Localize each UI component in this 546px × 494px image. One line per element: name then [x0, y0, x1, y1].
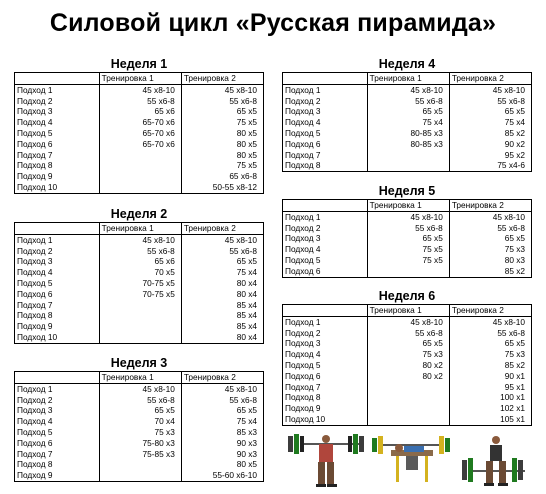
header-row-label	[283, 200, 368, 212]
table-row	[15, 470, 264, 481]
set-label: Подход 4	[283, 349, 368, 360]
table-header-row	[15, 223, 264, 235]
training-1-value	[99, 470, 181, 481]
set-label: Подход 8	[15, 459, 100, 470]
training-1-value: 45 x8-10	[99, 383, 181, 394]
header-training-2: Тренировка 2	[449, 200, 531, 212]
training-1-value	[99, 459, 181, 470]
training-2-value: 90 x1	[504, 370, 525, 381]
set-label: Подход 10	[15, 182, 100, 193]
training-1-value: 55 x6-8	[367, 328, 449, 339]
training-1-value: 65-70 x6	[99, 128, 181, 139]
table-row	[283, 233, 532, 244]
set-label: Подход 5	[15, 278, 100, 289]
training-1-value: 80 x2	[367, 360, 449, 371]
table-row	[15, 383, 264, 394]
week-1-block	[14, 57, 264, 194]
week-title: Неделя 2	[110, 207, 168, 221]
table-row	[283, 244, 532, 255]
week-table	[14, 371, 264, 482]
table-row	[15, 416, 264, 427]
header-training-1: Тренировка 1	[367, 73, 449, 85]
week-title: Неделя 3	[110, 356, 168, 370]
table-row	[283, 117, 532, 128]
training-2-value: 85 x2	[504, 359, 525, 370]
training-1-value: 65-70 x6	[99, 117, 181, 128]
set-label: Подход 4	[15, 117, 100, 128]
training-2-value: 105 x1	[500, 413, 525, 424]
training-1-value: 45 x8-10	[99, 234, 181, 245]
week-table	[14, 222, 264, 344]
table-row	[15, 256, 264, 267]
set-label: Подход 1	[15, 84, 100, 95]
set-label: Подход 6	[283, 139, 368, 150]
table-row	[15, 182, 264, 193]
training-2-value: 55 x6-8	[229, 95, 257, 106]
set-label: Подход 3	[15, 405, 100, 416]
training-2-value: 80 x4	[236, 288, 257, 299]
week-2-block	[14, 207, 264, 344]
set-label: Подход 2	[283, 96, 368, 107]
training-2-value: 75 x4	[504, 117, 525, 128]
athlete-deadlift-icon	[462, 436, 525, 486]
table-row	[283, 266, 532, 277]
training-1-value: 55 x6-8	[99, 246, 181, 257]
training-1-value: 70 x5	[99, 267, 181, 278]
training-1-value: 65 x5	[367, 233, 449, 244]
header-training-1: Тренировка 1	[99, 73, 181, 85]
training-2-value: 75 x3	[504, 349, 525, 360]
week-3-block	[14, 356, 264, 482]
table-header-row	[15, 372, 264, 384]
set-label: Подход 9	[15, 321, 100, 332]
week-title: Неделя 5	[378, 184, 436, 198]
set-label: Подход 10	[283, 414, 368, 425]
table-row	[283, 328, 532, 339]
table-row	[283, 382, 532, 393]
training-1-value	[367, 414, 449, 425]
table-row	[15, 171, 264, 182]
training-1-value	[99, 182, 181, 193]
training-2-value: 55 x6-8	[497, 95, 525, 106]
athlete-squat-icon	[288, 434, 364, 487]
set-label: Подход 7	[15, 150, 100, 161]
table-header-row	[15, 73, 264, 85]
training-2-value: 75 x4	[236, 267, 257, 278]
training-2-value: 65 x5	[504, 233, 525, 244]
training-2-value: 85 x4	[236, 310, 257, 321]
table-row	[15, 405, 264, 416]
training-1-value: 70-75 x5	[99, 278, 181, 289]
set-label: Подход 1	[15, 383, 100, 394]
set-label: Подход 3	[283, 233, 368, 244]
header-row-label	[283, 305, 368, 317]
table-row	[15, 150, 264, 161]
week-6-block	[282, 289, 532, 426]
training-1-value: 65-70 x6	[99, 139, 181, 150]
training-1-value	[99, 160, 181, 171]
table-row	[283, 106, 532, 117]
training-2-value: 80 x4	[236, 331, 257, 342]
set-label: Подход 7	[15, 449, 100, 460]
training-2-value: 45 x8-10	[492, 84, 525, 95]
training-2-value: 85 x3	[236, 426, 257, 437]
training-2-value: 45 x8-10	[224, 84, 257, 95]
table-row	[15, 449, 264, 460]
week-table	[282, 199, 532, 278]
training-1-value: 75 x3	[99, 427, 181, 438]
set-label: Подход 7	[283, 382, 368, 393]
training-2-value: 65 x5	[236, 106, 257, 117]
set-label: Подход 5	[283, 255, 368, 266]
training-2-value: 85 x2	[504, 265, 525, 276]
table-row	[283, 414, 532, 425]
set-label: Подход 1	[283, 316, 368, 327]
training-1-value: 65 x5	[367, 106, 449, 117]
table-row	[15, 300, 264, 311]
athletes-illustration	[286, 430, 530, 490]
set-label: Подход 3	[15, 256, 100, 267]
training-1-value	[99, 150, 181, 161]
header-row-label	[15, 223, 100, 235]
table-row	[283, 392, 532, 403]
training-1-value: 55 x6-8	[367, 223, 449, 234]
set-label: Подход 2	[283, 328, 368, 339]
training-2-value: 80 x5	[236, 138, 257, 149]
training-2-value: 75 x5	[236, 160, 257, 171]
table-row	[283, 96, 532, 107]
set-label: Подход 4	[15, 416, 100, 427]
training-1-value	[367, 160, 449, 171]
set-label: Подход 8	[283, 392, 368, 403]
set-label: Подход 3	[283, 106, 368, 117]
week-title: Неделя 1	[110, 57, 168, 71]
training-2-value: 90 x2	[504, 138, 525, 149]
table-row	[283, 316, 532, 327]
table-row	[15, 289, 264, 300]
training-2-value: 102 x1	[500, 403, 525, 414]
training-1-value	[367, 403, 449, 414]
training-1-value: 65 x5	[367, 338, 449, 349]
training-1-value: 45 x8-10	[367, 84, 449, 95]
set-label: Подход 4	[15, 267, 100, 278]
set-label: Подход 6	[283, 371, 368, 382]
training-2-value: 95 x2	[504, 149, 525, 160]
table-header-row	[283, 73, 532, 85]
training-2-value: 45 x8-10	[492, 211, 525, 222]
table-row	[283, 160, 532, 171]
training-2-value: 55-60 x6-10	[212, 470, 257, 481]
set-label: Подход 4	[283, 244, 368, 255]
training-1-value: 80-85 x3	[367, 128, 449, 139]
table-row	[283, 349, 532, 360]
athlete-bench-icon	[372, 436, 450, 482]
training-1-value	[367, 266, 449, 277]
set-label: Подход 3	[15, 106, 100, 117]
training-1-value: 55 x6-8	[367, 96, 449, 107]
set-label: Подход 7	[283, 150, 368, 161]
header-training-2: Тренировка 2	[181, 73, 263, 85]
header-training-2: Тренировка 2	[181, 372, 263, 384]
training-1-value: 65 x5	[99, 405, 181, 416]
set-label: Подход 1	[283, 211, 368, 222]
training-1-value	[367, 150, 449, 161]
training-2-value: 75 x5	[236, 117, 257, 128]
set-label: Подход 9	[283, 403, 368, 414]
training-1-value	[99, 332, 181, 343]
training-2-value: 55 x6-8	[497, 222, 525, 233]
set-label: Подход 9	[15, 171, 100, 182]
set-label: Подход 6	[283, 266, 368, 277]
training-2-value: 65 x6-8	[229, 171, 257, 182]
training-2-value: 90 x3	[236, 437, 257, 448]
training-2-value: 100 x1	[500, 392, 525, 403]
training-1-value	[99, 171, 181, 182]
set-label: Подход 4	[283, 117, 368, 128]
week-table	[282, 304, 532, 426]
training-2-value: 65 x5	[504, 106, 525, 117]
table-row	[283, 150, 532, 161]
set-label: Подход 5	[15, 128, 100, 139]
training-1-value: 75-80 x3	[99, 438, 181, 449]
table-row	[15, 310, 264, 321]
training-1-value: 75 x4	[367, 117, 449, 128]
set-label: Подход 8	[283, 160, 368, 171]
set-label: Подход 2	[15, 96, 100, 107]
training-2-value: 50-55 x8-12	[212, 181, 257, 192]
training-1-value: 80 x2	[367, 371, 449, 382]
training-1-value	[99, 321, 181, 332]
training-2-value: 85 x2	[504, 127, 525, 138]
header-row-label	[283, 73, 368, 85]
table-row	[15, 459, 264, 470]
training-2-value: 80 x5	[236, 459, 257, 470]
training-2-value: 85 x4	[236, 299, 257, 310]
table-row	[15, 278, 264, 289]
week-title: Неделя 4	[378, 57, 436, 71]
table-row	[15, 117, 264, 128]
table-row	[283, 128, 532, 139]
set-label: Подход 6	[15, 289, 100, 300]
table-row	[15, 84, 264, 95]
training-1-value: 75 x5	[367, 244, 449, 255]
training-2-value: 90 x3	[236, 448, 257, 459]
table-row	[15, 395, 264, 406]
training-2-value: 95 x1	[504, 381, 525, 392]
week-title: Неделя 6	[378, 289, 436, 303]
table-header-row	[283, 200, 532, 212]
training-1-value: 45 x8-10	[367, 211, 449, 222]
training-2-value: 45 x8-10	[224, 234, 257, 245]
training-2-value: 80 x5	[236, 149, 257, 160]
table-row	[15, 332, 264, 343]
table-row	[283, 338, 532, 349]
header-row-label	[15, 372, 100, 384]
set-label: Подход 2	[15, 246, 100, 257]
week-table	[282, 72, 532, 172]
set-label: Подход 6	[15, 139, 100, 150]
table-row	[15, 160, 264, 171]
set-label: Подход 6	[15, 438, 100, 449]
training-2-value: 65 x5	[504, 338, 525, 349]
training-1-value	[99, 310, 181, 321]
training-1-value: 45 x8-10	[367, 316, 449, 327]
training-1-value: 80-85 x3	[367, 139, 449, 150]
set-label: Подход 9	[15, 470, 100, 481]
training-1-value: 70-75 x5	[99, 289, 181, 300]
table-header-row	[283, 305, 532, 317]
table-row	[283, 360, 532, 371]
header-training-1: Тренировка 1	[367, 305, 449, 317]
set-label: Подход 2	[15, 395, 100, 406]
training-2-value: 55 x6-8	[497, 327, 525, 338]
header-row-label	[15, 73, 100, 85]
training-2-value: 80 x4	[236, 277, 257, 288]
training-2-value: 80 x5	[236, 127, 257, 138]
header-training-2: Тренировка 2	[181, 223, 263, 235]
training-1-value: 65 x6	[99, 106, 181, 117]
training-2-value: 75 x3	[504, 244, 525, 255]
table-row	[15, 427, 264, 438]
training-1-value: 45 x8-10	[99, 84, 181, 95]
table-row	[283, 84, 532, 95]
table-row	[15, 438, 264, 449]
set-label: Подход 1	[283, 84, 368, 95]
header-training-1: Тренировка 1	[99, 223, 181, 235]
table-row	[15, 96, 264, 107]
training-1-value: 70 x4	[99, 416, 181, 427]
set-label: Подход 5	[15, 427, 100, 438]
training-1-value	[367, 382, 449, 393]
set-label: Подход 10	[15, 332, 100, 343]
set-label: Подход 8	[15, 310, 100, 321]
set-label: Подход 8	[15, 160, 100, 171]
table-row	[283, 139, 532, 150]
set-label: Подход 2	[283, 223, 368, 234]
training-2-value: 55 x6-8	[229, 245, 257, 256]
table-row	[283, 223, 532, 234]
set-label: Подход 7	[15, 300, 100, 311]
table-row	[15, 128, 264, 139]
training-2-value: 65 x5	[236, 256, 257, 267]
training-1-value: 75 x5	[367, 255, 449, 266]
header-training-2: Тренировка 2	[449, 305, 531, 317]
training-1-value: 55 x6-8	[99, 96, 181, 107]
set-label: Подход 5	[283, 128, 368, 139]
training-2-value: 55 x6-8	[229, 394, 257, 405]
table-row	[15, 139, 264, 150]
header-training-1: Тренировка 1	[367, 200, 449, 212]
page-title: Силовой цикл «Русская пирамида»	[49, 9, 497, 37]
table-row	[15, 246, 264, 257]
set-label: Подход 5	[283, 360, 368, 371]
training-2-value: 75 x4-6	[497, 160, 525, 171]
training-2-value: 45 x8-10	[492, 316, 525, 327]
table-row	[15, 234, 264, 245]
table-row	[15, 321, 264, 332]
training-1-value: 55 x6-8	[99, 395, 181, 406]
table-row	[15, 106, 264, 117]
table-row	[283, 371, 532, 382]
week-5-block	[282, 184, 532, 278]
set-label: Подход 1	[15, 234, 100, 245]
header-training-2: Тренировка 2	[449, 73, 531, 85]
table-row	[283, 255, 532, 266]
training-1-value: 75 x3	[367, 349, 449, 360]
week-4-block	[282, 57, 532, 172]
training-2-value: 75 x4	[236, 416, 257, 427]
training-1-value: 75-85 x3	[99, 449, 181, 460]
training-2-value: 45 x8-10	[224, 383, 257, 394]
set-label: Подход 3	[283, 338, 368, 349]
training-1-value: 65 x6	[99, 256, 181, 267]
training-2-value: 80 x3	[504, 254, 525, 265]
training-1-value	[367, 392, 449, 403]
table-row	[283, 211, 532, 222]
week-table	[14, 72, 264, 194]
training-1-value	[99, 300, 181, 311]
header-training-1: Тренировка 1	[99, 372, 181, 384]
training-2-value: 85 x4	[236, 321, 257, 332]
table-row	[283, 403, 532, 414]
training-2-value: 65 x5	[236, 405, 257, 416]
table-row	[15, 267, 264, 278]
